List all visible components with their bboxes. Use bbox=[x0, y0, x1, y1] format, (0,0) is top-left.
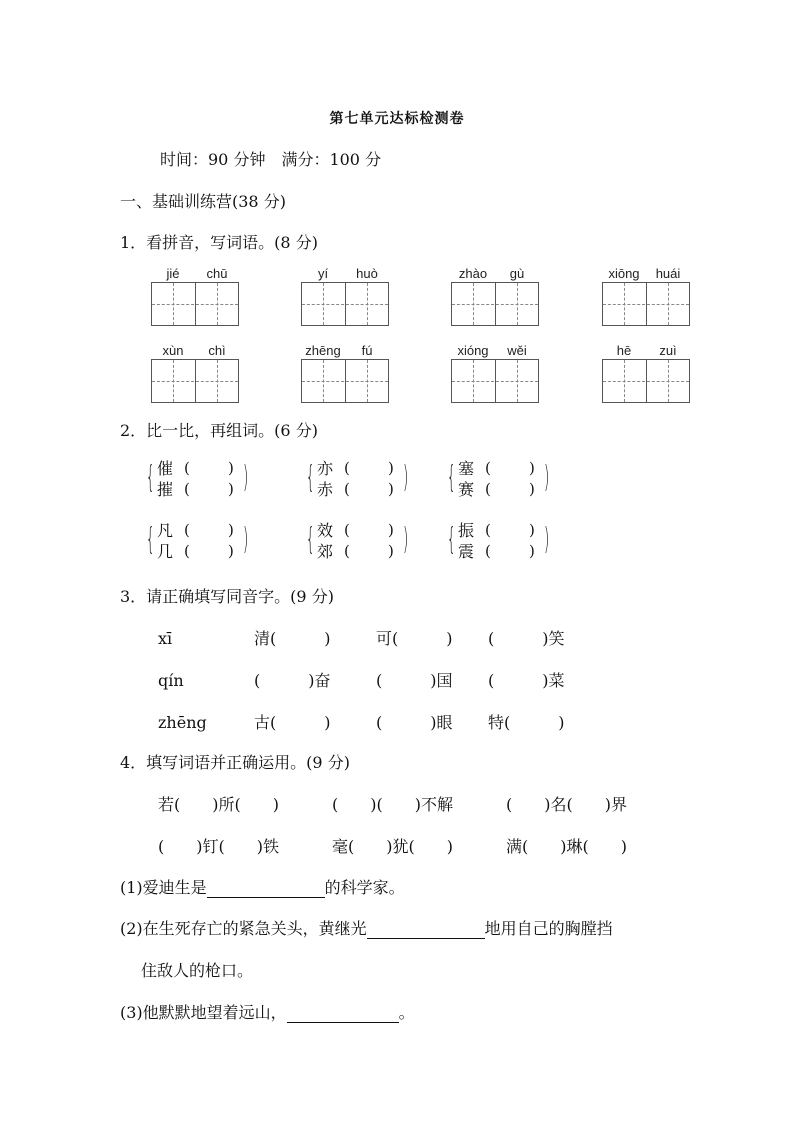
pinyin-label: zhēng bbox=[305, 343, 341, 358]
page-title: 第七单元达标检测卷 bbox=[329, 111, 465, 127]
answer-paren-close[interactable]: ) bbox=[529, 459, 535, 477]
brace-close: ) bbox=[403, 522, 409, 557]
answer-paren-open[interactable]: ( bbox=[344, 542, 350, 560]
sentence-1 bbox=[120, 878, 405, 898]
q3-blank[interactable]: ( )奋 bbox=[254, 671, 331, 690]
answer-paren-open[interactable]: ( bbox=[485, 459, 491, 477]
compare-char: 赛 bbox=[458, 480, 475, 499]
idiom-blank[interactable]: ( )( )不解 bbox=[332, 795, 453, 814]
answer-paren-close[interactable]: ) bbox=[228, 521, 234, 539]
brace-close: ) bbox=[243, 460, 249, 495]
answer-paren-open[interactable]: ( bbox=[184, 459, 190, 477]
q3-blank[interactable]: 古( ) bbox=[254, 713, 331, 732]
pinyin-label: xióng bbox=[457, 343, 489, 358]
sentence-2 bbox=[120, 919, 613, 939]
tian-grid-box[interactable] bbox=[602, 359, 690, 403]
answer-paren-close[interactable]: ) bbox=[529, 521, 535, 539]
pinyin-label: fú bbox=[361, 343, 373, 358]
q3-pinyin: zhēng bbox=[158, 713, 207, 732]
sentence-3-end: 。 bbox=[398, 1003, 415, 1022]
time-score-info: 时间：90 分钟 满分：100 分 bbox=[160, 150, 382, 169]
compare-char: 赤 bbox=[317, 480, 334, 499]
answer-paren-open[interactable]: ( bbox=[184, 521, 190, 539]
tian-grid-box[interactable] bbox=[451, 359, 539, 403]
compare-char: 塞 bbox=[458, 459, 475, 478]
answer-paren-close[interactable]: ) bbox=[388, 459, 394, 477]
answer-paren-close[interactable]: ) bbox=[228, 480, 234, 498]
pinyin-label: huái bbox=[655, 266, 681, 281]
question-3-label: 3．请正确填写同音字。(9 分) bbox=[120, 587, 334, 606]
pinyin-label: gù bbox=[509, 266, 525, 281]
answer-paren-close[interactable]: ) bbox=[529, 542, 535, 560]
tian-grid-box[interactable] bbox=[301, 282, 389, 326]
compare-char: 亦 bbox=[317, 459, 334, 478]
tian-grid-box[interactable] bbox=[301, 359, 389, 403]
brace-close: ) bbox=[544, 522, 550, 557]
idiom-blank[interactable]: 若( )所( ) bbox=[158, 795, 279, 814]
idiom-blank[interactable]: 满( )琳( ) bbox=[506, 837, 627, 856]
answer-paren-close[interactable]: ) bbox=[388, 480, 394, 498]
q3-blank[interactable]: ( )国 bbox=[376, 671, 453, 690]
q3-blank[interactable]: ( )眼 bbox=[376, 713, 453, 732]
q3-pinyin: xī bbox=[158, 629, 173, 648]
pinyin-label: chì bbox=[208, 343, 226, 358]
tian-grid-box[interactable] bbox=[151, 359, 239, 403]
sentence-2-continued: 住敌人的枪口。 bbox=[141, 961, 254, 980]
compare-char: 几 bbox=[157, 542, 174, 561]
brace-close: ) bbox=[544, 460, 550, 495]
fill-line[interactable] bbox=[207, 881, 325, 898]
compare-char: 凡 bbox=[157, 521, 174, 540]
compare-char: 效 bbox=[317, 521, 334, 540]
idiom-blank[interactable]: 毫( )犹( ) bbox=[332, 837, 453, 856]
answer-paren-open[interactable]: ( bbox=[184, 480, 190, 498]
q3-pinyin: qín bbox=[158, 671, 184, 690]
pinyin-label: jié bbox=[166, 266, 180, 281]
pinyin-label: chū bbox=[206, 266, 228, 281]
pinyin-label: yí bbox=[317, 266, 329, 281]
answer-paren-open[interactable]: ( bbox=[184, 542, 190, 560]
answer-paren-close[interactable]: ) bbox=[388, 542, 394, 560]
q3-blank[interactable]: 特( ) bbox=[488, 713, 565, 732]
question-1-label: 1．看拼音，写词语。(8 分) bbox=[120, 233, 318, 252]
pinyin-label: hē bbox=[616, 343, 632, 358]
brace-open: { bbox=[306, 460, 315, 495]
pinyin-label: huò bbox=[356, 266, 378, 281]
pinyin-label: zhào bbox=[458, 266, 488, 281]
answer-paren-open[interactable]: ( bbox=[344, 459, 350, 477]
sentence-3-start: (3)他默默地望着远山， bbox=[120, 1003, 287, 1022]
answer-paren-close[interactable]: ) bbox=[228, 459, 234, 477]
tian-grid-box[interactable] bbox=[451, 282, 539, 326]
answer-paren-open[interactable]: ( bbox=[485, 542, 491, 560]
question-4-label: 4．填写词语并正确运用。(9 分) bbox=[120, 753, 350, 772]
q3-blank[interactable]: 清( ) bbox=[254, 629, 331, 648]
fill-line[interactable] bbox=[367, 922, 485, 939]
compare-char: 催 bbox=[157, 459, 174, 478]
q3-blank[interactable]: ( )菜 bbox=[488, 671, 565, 690]
question-2-label: 2．比一比，再组词。(6 分) bbox=[120, 421, 318, 440]
pinyin-label: xùn bbox=[162, 343, 184, 358]
answer-paren-open[interactable]: ( bbox=[344, 480, 350, 498]
brace-open: { bbox=[306, 522, 315, 557]
answer-paren-open[interactable]: ( bbox=[485, 521, 491, 539]
answer-paren-close[interactable]: ) bbox=[388, 521, 394, 539]
sentence-2-start: (2)在生死存亡的紧急关头，黄继光 bbox=[120, 919, 367, 938]
sentence-1-start: (1)爱迪生是 bbox=[120, 878, 207, 897]
brace-open: { bbox=[146, 460, 155, 495]
q3-blank[interactable]: ( )笑 bbox=[488, 629, 565, 648]
pinyin-label: wěi bbox=[507, 343, 527, 358]
idiom-blank[interactable]: ( )钉( )铁 bbox=[158, 837, 279, 856]
sentence-3 bbox=[120, 1003, 415, 1023]
answer-paren-open[interactable]: ( bbox=[344, 521, 350, 539]
answer-paren-close[interactable]: ) bbox=[529, 480, 535, 498]
brace-open: { bbox=[447, 460, 456, 495]
tian-grid-box[interactable] bbox=[602, 282, 690, 326]
answer-paren-close[interactable]: ) bbox=[228, 542, 234, 560]
q3-blank[interactable]: 可( ) bbox=[376, 629, 453, 648]
brace-open: { bbox=[146, 522, 155, 557]
compare-char: 振 bbox=[458, 521, 475, 540]
sentence-2-end: 地用自己的胸膛挡 bbox=[484, 919, 613, 938]
sentence-1-end: 的科学家。 bbox=[324, 878, 405, 897]
fill-line[interactable] bbox=[287, 1006, 399, 1023]
brace-close: ) bbox=[403, 460, 409, 495]
section-heading: 一、基础训练营(38 分) bbox=[120, 192, 286, 211]
idiom-blank[interactable]: ( )名( )界 bbox=[506, 795, 627, 814]
compare-char: 郊 bbox=[317, 542, 334, 561]
answer-paren-open[interactable]: ( bbox=[485, 480, 491, 498]
pinyin-label: zuì bbox=[659, 343, 677, 358]
brace-open: { bbox=[447, 522, 456, 557]
tian-grid-box[interactable] bbox=[151, 282, 239, 326]
compare-char: 摧 bbox=[157, 480, 174, 499]
brace-close: ) bbox=[243, 522, 249, 557]
pinyin-label: xiōng bbox=[608, 266, 640, 281]
compare-char: 震 bbox=[458, 542, 475, 561]
